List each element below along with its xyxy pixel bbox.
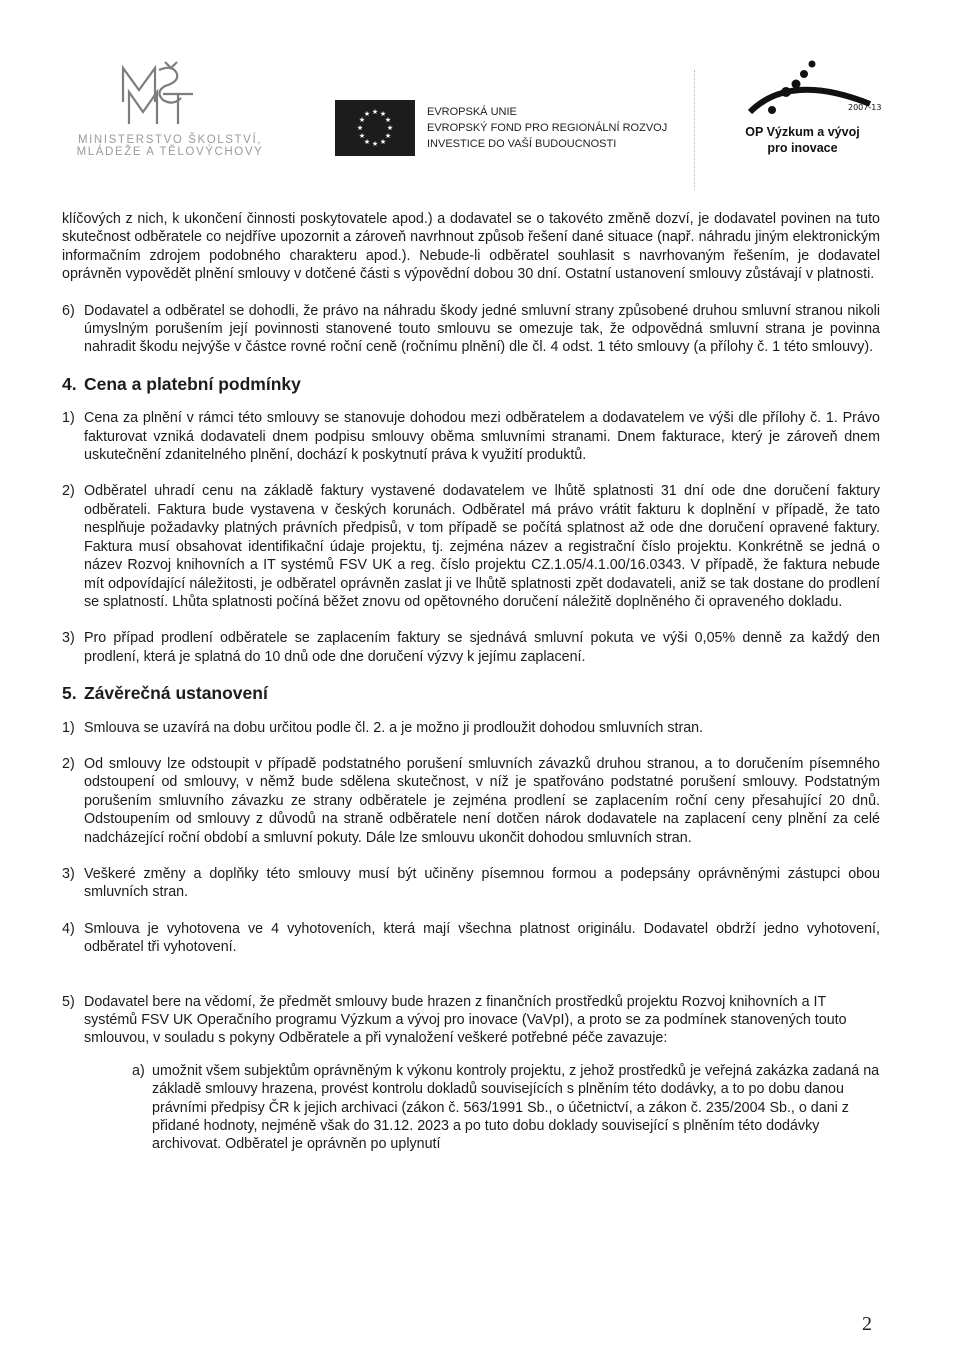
svg-text:★: ★	[356, 124, 364, 132]
item-text: Cena za plnění v rámci této smlouvy se stanovuje dohodou mezi odběratelem a dodavatelem ve výši dle přílohy č. 1. Právo fakturovat vzniká dodavateli dnem podpisu smlouvy oběma smluvními stranami. Dnem fakturace, který je zároveň dnem uskutečnění zdanitelného plnění, dochází k poskytnutí práva k využití produktů.	[84, 410, 880, 464]
item-text: Dodavatel bere na vědomí, že předmět smlouvy bude hrazen z finančních prostředků projektu Rozvoj knihovních a IT systémů FSV UK Operačního programu Výzkum a vývoj pro inovace (VaVpI), a proto se za podmínek stanovených touto smlouvou, v souladu s pokyny Odběratele a při vynaložení veškeré potřebné péče zavazuje:	[84, 993, 847, 1047]
item-text: Smlouva je vyhotovena ve 4 vyhotoveních, která mají všechna platnost originálu. Dodavatel obdrží jedno vyhotovení, odběratel tři vyhotovení.	[84, 920, 880, 956]
section-4-heading	[62, 375, 880, 393]
header-divider	[694, 70, 695, 190]
s4-item-3	[62, 629, 880, 666]
item-number: 6)	[62, 302, 75, 319]
s4-item-2	[62, 482, 880, 611]
item-text: Dodavatel a odběratel se dohodli, že právo na náhradu škody jedné smluvní strany způsobené druhou smluvní stranou nikoli úmyslným porušením její povinnosti stanovené touto smlouvu se omezuje tak, že odpovědná smluvní strana je povinna nahradit škodu nejvýše v částce rovné roční ceně (ročnímu plnění) dle čl. 4 odst. 1 této smlouvy (a přílohy č. 1 této smlouvy).	[84, 302, 880, 356]
svg-text:★: ★	[386, 124, 394, 132]
op-vavpi-logo	[720, 52, 885, 156]
page-number: 2	[862, 1313, 872, 1335]
msmt-logo	[55, 60, 285, 158]
page-header	[0, 0, 960, 190]
eu-logo	[335, 100, 667, 156]
op-swoosh-icon	[720, 52, 885, 124]
item-number: 1)	[62, 410, 75, 427]
item-number: 4)	[62, 920, 75, 937]
item-number: 5)	[62, 993, 75, 1010]
document-body	[62, 210, 880, 1154]
svg-text:★: ★	[363, 110, 371, 118]
s5-item-3	[62, 865, 880, 902]
section-title: Cena a platební podmínky	[84, 373, 301, 394]
item-number: 2)	[62, 755, 75, 772]
item-text: Odběratel uhradí cenu na základě faktury vystavené dodavatelem ve lhůtě splatnosti 31 dní ode dne doručení faktury odběrateli. Faktura bude vystavena v českých korunách. Odběratel má právo vrátit fakturu k doplnění v případě, že tato nesplňuje požadavky platných právních předpisů, v tom případě se počítá splatnost až ode dne doručení opravené faktury. Faktura musí obsahovat identifikační údaje projektu, tj. zejména název a registrační číslo projektu. Konkrétně se jedná o název Rozvoj knihovních a IT systémů FSV UK a reg. číslo projektu CZ.1.05/4.1.00/16.0343. V případě, že faktura nebude mít odpovídající náležitosti, je odběratel oprávněn zaslat ji ve lhůtě splatnosti zpět dodavateli, aniž se tak dostane do prodlení se splatností. Lhůta splatnosti počíná běžet znovu od opětovného doručení náležitě doplněného či opraveného dokladu.	[84, 483, 880, 610]
s5-subitem-a	[132, 1062, 880, 1154]
s5-item-1	[62, 719, 880, 737]
item-number: 1)	[62, 719, 75, 736]
op-line2: pro inovace	[767, 141, 838, 155]
eu-line2: EVROPSKÝ FOND PRO REGIONÁLNÍ ROZVOJ	[427, 122, 668, 134]
svg-text:★: ★	[384, 116, 392, 124]
s4-item-1	[62, 409, 880, 464]
svg-text:★: ★	[379, 138, 387, 146]
eu-line1: EVROPSKÁ UNIE	[427, 106, 517, 118]
s5-item-4	[62, 920, 880, 957]
svg-text:★: ★	[371, 140, 379, 148]
op-years: 2007-13	[848, 103, 882, 112]
section-5-heading	[62, 684, 880, 702]
eu-flag-icon	[335, 100, 415, 156]
section-number: 4.	[62, 373, 77, 394]
svg-text:★: ★	[363, 138, 371, 146]
subitem-letter: a)	[132, 1062, 145, 1079]
item-text: Smlouva se uzavírá na dobu určitou podle čl. 2. a je možno ji prodloužit dohodou smluvních stran.	[84, 719, 704, 736]
svg-text:★: ★	[384, 132, 392, 140]
intro-paragraph	[62, 210, 880, 284]
subitem-text: umožnit všem subjektům oprávněným k výkonu kontroly projektu, z jehož prostředků je veřejná zakázka zadaná na základě smlouvy hrazena, provést kontrolu dokladů souvisejících s plněním této dodávky, a to po dobu danou právními předpisy ČR k jejich archivaci (zákon č. 563/1991 Sb., o účetnictví, a zákon č. 235/2004 Sb., o dani z přidané hodnoty, nejméně však do 31.12. 2023 a po tuto dobu doklady související s plněním této dodávky archivovat. Odběratel je oprávněn po uplynutí	[152, 1062, 880, 1153]
section-title: Závěrečná ustanovení	[84, 683, 268, 704]
section-number: 5.	[62, 683, 77, 704]
s5-item-5	[62, 993, 880, 1048]
item-text: Od smlouvy lze odstoupit v případě podstatného porušení smluvních závazků druhou stranou, a to doručením písemného odstoupení od smlouvy, v němž bude sdělena skutečnost, v níž je spatřováno podstatné porušení smlouvy. Podstatným porušením smluvního závazku ze strany odběratele je zejména prodlení se zaplacením roční ceny přesahující 20 dnů. Odstoupením od smlouvy z důvodů na straně odběratele není dotčen nárok dodavatele na zaplacení ceny plnění za celé nadcházející roční období a smluvní pokuty. Dále lze smlouvu ukončit dohodou smluvních stran.	[84, 755, 880, 846]
item-text: Pro případ prodlení odběratele se zaplacením faktury se sjednává smluvní pokuta ve výši 0,05% denně za každý den prodlení, která je splatná do 10 dnů ode dne doručení výzvy k jejímu zaplacení.	[84, 630, 880, 665]
msmt-name-line1: MINISTERSTVO ŠKOLSTVÍ,	[77, 134, 263, 146]
item-number: 3)	[62, 865, 75, 882]
svg-text:★: ★	[358, 132, 366, 140]
item-number: 2)	[62, 483, 75, 500]
item-number: 3)	[62, 630, 75, 647]
eu-line3: INVESTICE DO VAŠÍ BUDOUCNOSTI	[427, 138, 617, 150]
item-6	[62, 302, 880, 357]
svg-text:★: ★	[379, 110, 387, 118]
svg-text:★: ★	[371, 108, 379, 116]
intro-text: klíčových z nich, k ukončení činnosti poskytovatele apod.) a dodavatel se o takovéto změně dozví, je dodavatel povinen na tuto skutečnost odběratele co nejdříve upozornit a zároveň navrhnout způsob řešení dané situace (např. náhradu jiným elektronickým informačním zdrojem podobného charakteru apod.). Nebude-li odběratel souhlasit s navrhovaným řešením, je dodavatel oprávněn vypovědět plnění smlouvy v dotčené části s výpovědní dobou 30 dní. Ostatní ustanovení smlouvy zůstávají v platnosti.	[62, 211, 880, 283]
s5-item-2	[62, 755, 880, 847]
svg-text:★: ★	[358, 116, 366, 124]
item-text: Veškeré změny a doplňky této smlouvy musí být učiněny písemnou formou a podepsány oprávněnými zástupci obou smluvních stran.	[84, 865, 880, 901]
msmt-emblem-icon	[115, 60, 225, 130]
op-line1: OP Výzkum a vývoj	[745, 125, 860, 139]
msmt-name-line2: MLÁDEŽE A TĚLOVÝCHOVY	[76, 146, 264, 158]
